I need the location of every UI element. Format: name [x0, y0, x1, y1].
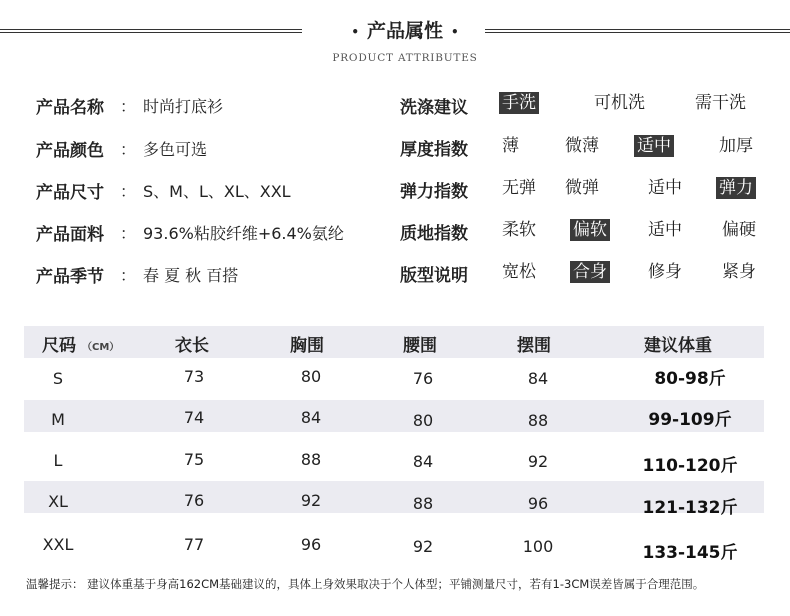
column-header-chest: 胸围	[290, 336, 324, 356]
index-label-texture: 质地指数	[400, 224, 468, 244]
attribute-value-fabric: 93.6%粘胶纤维+6.4%氨纶	[143, 224, 344, 243]
option-wash-dry: 需干洗	[695, 93, 746, 113]
column-header-size: 尺码	[42, 336, 76, 356]
option-thickness-slightly-thin: 微薄	[565, 136, 599, 156]
option-wash-hand: 手洗	[499, 92, 539, 114]
cell-weight: 99-109斤	[648, 410, 732, 430]
cell-weight: 110-120斤	[642, 456, 738, 476]
attribute-separator: ：	[120, 97, 137, 116]
option-texture-slightly-soft: 偏软	[570, 219, 610, 241]
cell-hem: 84	[527, 369, 549, 388]
attribute-value-color: 多色可选	[143, 140, 208, 159]
cell-hem: 96	[527, 494, 549, 513]
section-subtitle: PRODUCT ATTRIBUTES	[332, 52, 478, 64]
cell-size: S	[52, 369, 64, 388]
attribute-value-season: 春 夏 秋 百搭	[143, 266, 239, 285]
option-texture-medium: 适中	[648, 220, 682, 240]
cell-waist: 80	[412, 411, 434, 430]
option-elasticity-slight: 微弹	[565, 178, 599, 198]
column-header-waist: 腰围	[403, 336, 437, 356]
cell-chest: 96	[300, 535, 322, 554]
attribute-value-name: 时尚打底衫	[143, 97, 224, 116]
cell-length: 74	[183, 408, 205, 427]
cell-size: XL	[48, 492, 68, 511]
bullet-icon: •	[351, 24, 359, 39]
attribute-label-season: 产品季节	[36, 267, 104, 287]
header-rule-left	[0, 29, 302, 33]
option-thickness-thin: 薄	[502, 136, 519, 156]
cell-hem: 92	[527, 452, 549, 471]
option-fit-loose: 宽松	[502, 262, 536, 282]
cell-weight: 80-98斤	[654, 369, 726, 389]
index-label-wash: 洗涤建议	[400, 98, 468, 118]
index-label-fit: 版型说明	[400, 266, 468, 286]
cell-length: 77	[183, 535, 205, 554]
attribute-separator: ：	[120, 182, 137, 201]
column-header-hem: 摆围	[517, 336, 551, 356]
column-header-weight: 建议体重	[644, 336, 712, 356]
index-label-thickness: 厚度指数	[400, 140, 468, 160]
cell-waist: 76	[412, 369, 434, 388]
option-wash-machine: 可机洗	[594, 93, 645, 113]
option-elasticity-medium: 适中	[648, 178, 682, 198]
option-texture-hard: 偏硬	[722, 220, 756, 240]
cell-length: 73	[183, 367, 205, 386]
attribute-label-size: 产品尺寸	[36, 183, 104, 203]
cell-size: M	[51, 410, 65, 429]
cell-waist: 92	[412, 537, 434, 556]
cell-chest: 84	[300, 408, 322, 427]
option-elasticity-stretch: 弹力	[716, 177, 756, 199]
attribute-label-name: 产品名称	[36, 98, 104, 118]
attribute-separator: ：	[120, 140, 137, 159]
cell-size: L	[53, 451, 63, 470]
cell-chest: 80	[300, 367, 322, 386]
cell-chest: 92	[300, 491, 322, 510]
cell-weight: 133-145斤	[642, 543, 738, 563]
index-label-elasticity: 弹力指数	[400, 182, 468, 202]
option-elasticity-none: 无弹	[502, 178, 536, 198]
cell-length: 75	[183, 450, 205, 469]
cell-waist: 84	[412, 452, 434, 471]
bullet-icon: •	[451, 24, 459, 39]
column-header-length: 衣长	[175, 336, 209, 356]
option-texture-soft: 柔软	[502, 220, 536, 240]
cell-weight: 121-132斤	[642, 498, 738, 518]
attribute-separator: ：	[120, 266, 137, 285]
header-rule-right	[485, 29, 790, 33]
attribute-separator: ：	[120, 224, 137, 243]
column-header-unit: （CM）	[82, 342, 120, 353]
cell-chest: 88	[300, 450, 322, 469]
cell-hem: 88	[527, 411, 549, 430]
cell-hem: 100	[522, 537, 554, 556]
section-title-text: 产品属性	[366, 20, 443, 42]
option-thickness-medium: 适中	[634, 135, 674, 157]
option-fit-regular: 合身	[570, 261, 610, 283]
section-title	[330, 16, 480, 43]
attribute-label-color: 产品颜色	[36, 141, 104, 161]
option-fit-slim: 修身	[648, 262, 682, 282]
attribute-label-fabric: 产品面料	[36, 225, 104, 245]
cell-size: XXL	[42, 535, 74, 554]
option-fit-tight: 紧身	[722, 262, 756, 282]
cell-waist: 88	[412, 494, 434, 513]
cell-length: 76	[183, 491, 205, 510]
footer-note: 温馨提示： 建议体重基于身高162CM基础建议的，具体上身效果取决于个人体型；平铺测量尺寸，若有1-3CM误差皆属于合理范围。	[26, 577, 705, 591]
option-thickness-thick: 加厚	[719, 136, 753, 156]
attribute-value-size: S、M、L、XL、XXL	[143, 182, 291, 201]
